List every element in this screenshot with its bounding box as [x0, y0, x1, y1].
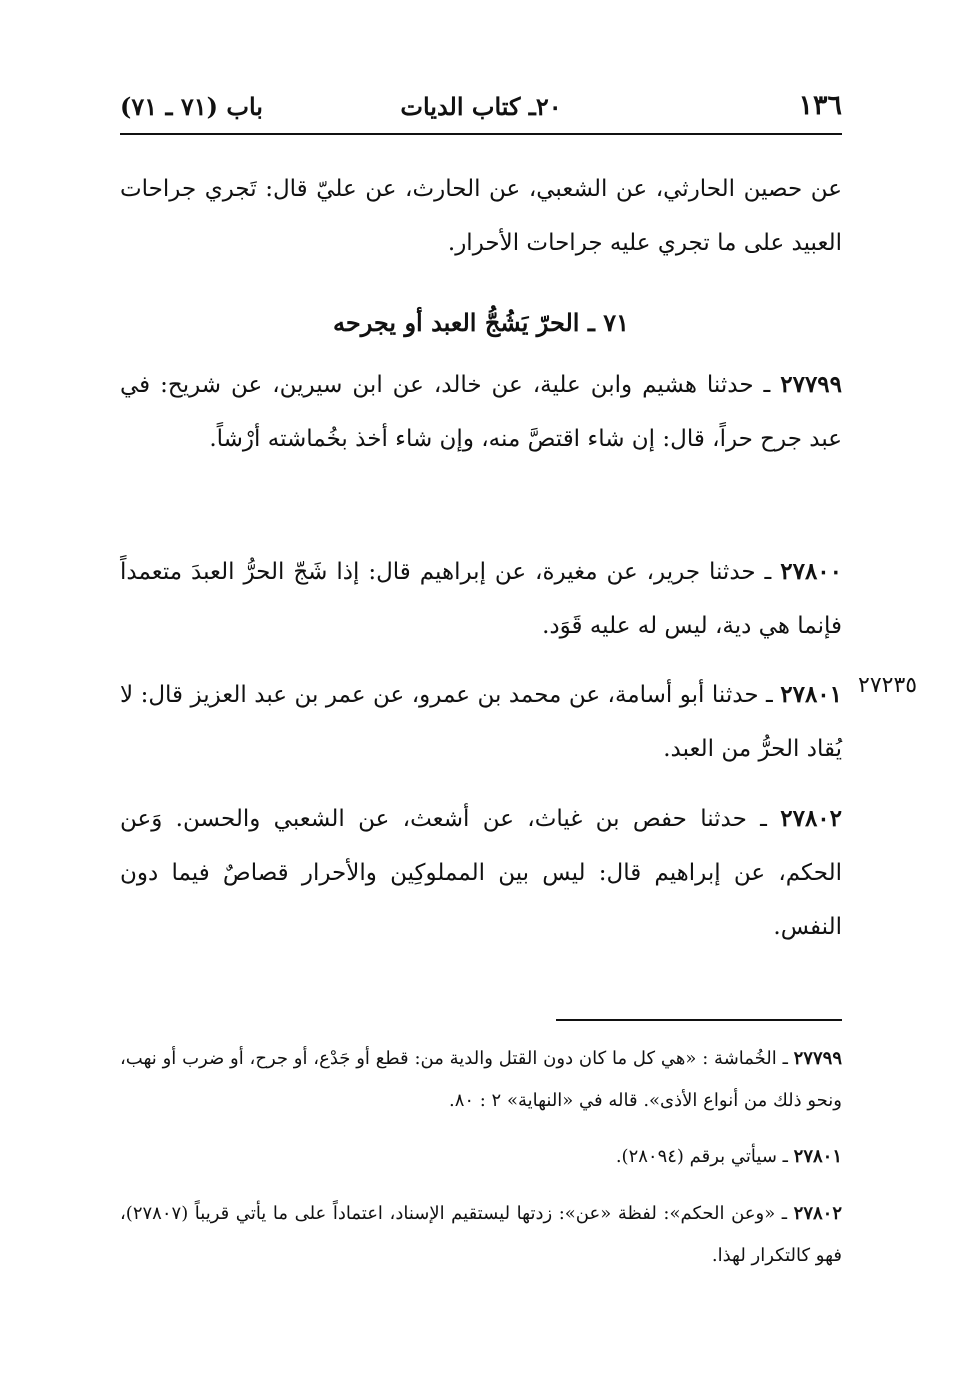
- footnote-divider: [556, 1019, 842, 1021]
- chapter-heading: ٢٠ـ كتاب الديات: [400, 92, 562, 121]
- header-divider: [120, 133, 842, 135]
- hadith-number: ٢٧٨٠٠: [780, 558, 843, 585]
- footnote-number: ٢٧٨٠٢: [793, 1203, 842, 1224]
- hadith-text: ـ حدثنا جرير، عن مغيرة، عن إبراهيم قال: إذا شَجّ الحرُّ العبدَ متعمداً فإنما هي دية، ليس له عليه قَوَد.: [120, 559, 842, 639]
- footnote: [120, 1193, 842, 1277]
- footnote-text: ـ الخُماشة : «هي كل ما كان دون القتل والدية من: قطع أو جَدْع، أو جرح، أو ضرب أو نهب، ونحو ذلك من أنواع الأذى». قاله في «النهاية» ٢ : ٨٠.: [120, 1048, 842, 1111]
- footnote-text: ـ سيأتي برقم (٢٨٠٩٤).: [615, 1146, 788, 1167]
- page-number: ١٣٦: [798, 90, 842, 121]
- section-reference: باب (٧١ ـ ٧١): [120, 92, 263, 121]
- intro-paragraph: عن حصين الحارثي، عن الشعبي، عن الحارث، عن عليّ قال: تَجري جراحات العبيد على ما تجري عليه جراحات الأحرار.: [120, 176, 842, 256]
- hadith-number: ٢٧٨٠١: [780, 681, 843, 708]
- page-header: [120, 86, 842, 132]
- footnote-number: ٢٧٨٠١: [793, 1146, 842, 1167]
- hadith-text: ـ حدثنا حفص بن غياث، عن أشعث، عن الشعبي والحسن. وَعن الحكم، عن إبراهيم قال: ليس بين المملوكِين والأحرار قصاصٌ فيما دون النفس.: [120, 806, 842, 940]
- hadith-paragraph: [120, 545, 842, 653]
- hadith-text: ـ حدثنا هشيم وابن علية، عن خالد، عن ابن سيرين، عن شريح: في عبد جرح حراً، قال: إن شاء اقتصَّ منه، وإن شاء أخذ بخُماشته أرْشاً.: [120, 372, 842, 452]
- footnote: [120, 1136, 842, 1178]
- hadith-paragraph: [120, 668, 842, 776]
- margin-reference-number: ٢٧٢٣٥: [858, 673, 918, 698]
- hadith-text: ـ حدثنا أبو أسامة، عن محمد بن عمرو، عن عمر بن عبد العزيز قال: لا يُقاد الحرُّ من العبد.: [120, 682, 842, 762]
- hadith-number: ٢٧٧٩٩: [780, 371, 843, 398]
- hadith-number: ٢٧٨٠٢: [780, 805, 843, 832]
- footnote: [120, 1038, 842, 1122]
- footnote-text: ـ «وعن الحكم»: لفظة «عن»: زدتها ليستقيم الإسناد، اعتماداً على ما يأتي قريباً (٢٧٨٠٧)، فهو كالتكرار لهذا.: [120, 1203, 842, 1266]
- hadith-paragraph: [120, 358, 842, 466]
- hadith-paragraph: [120, 792, 842, 954]
- chapter-title: ٧١ ـ الحرّ يَشُجُّ العبد أو يجرحه: [332, 308, 629, 337]
- footnote-number: ٢٧٧٩٩: [793, 1048, 842, 1069]
